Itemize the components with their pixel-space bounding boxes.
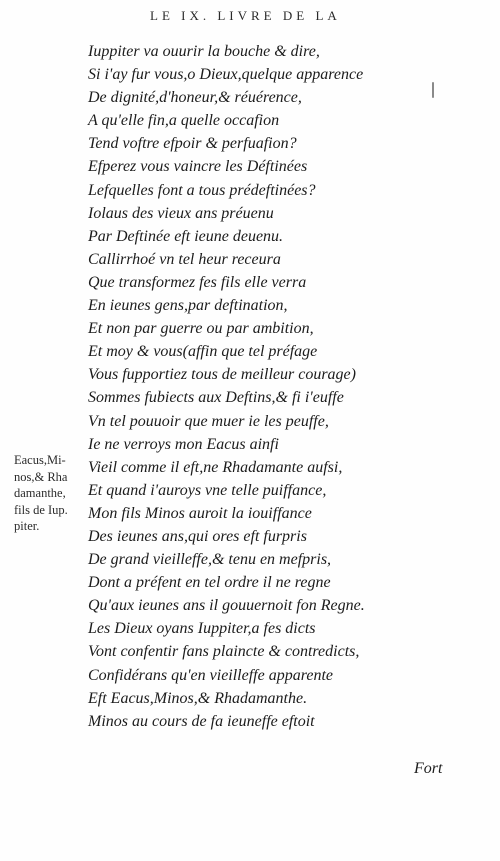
verse-line: Iuppiter va ouurir la bouche & dire,	[88, 43, 320, 60]
verse-line: Dont a préfent en tel ordre il ne regne	[88, 574, 331, 592]
verse-line: Iolaus des vieux ans préuenu	[88, 204, 274, 222]
verse-line: Si i'ay fur vous,o Dieux,quelque apparence	[88, 66, 364, 84]
verse-line: Vont confentir fans plaincte & contredicts,	[88, 643, 360, 661]
verse-line: De dignité,d'honeur,& réuérence,	[88, 89, 302, 107]
verse-line: En ieunes gens,par deftination,	[88, 297, 288, 315]
catchword: Fort	[414, 760, 443, 777]
verse-line: Confidérans qu'en vieilleffe apparente	[88, 666, 333, 684]
verse-block	[88, 40, 488, 733]
verse-line: Efperez vous vaincre les Déftinées	[88, 158, 308, 176]
verse-line: De grand vieilleffe,& tenu en mefpris,	[88, 551, 332, 569]
verse-line: Minos au cours de fa ieuneffe eftoit	[88, 712, 315, 730]
marginal-note-line: Eacus,Mi-	[14, 453, 66, 467]
verse-line: A qu'elle fin,a quelle occafion	[88, 112, 280, 130]
verse-line: Vn tel pouuoir que muer ie les peuffe,	[88, 412, 329, 430]
verse-line: Et quand i'auroys vne telle puiffance,	[88, 481, 327, 499]
verse-line: Eft Eacus,Minos,& Rhadamanthe.	[88, 689, 308, 707]
verse-line: Lefquelles font a tous prédeftinées?	[88, 181, 316, 199]
verse-line: Des ieunes ans,qui ores eft furpris	[88, 527, 307, 545]
verse-line: Par Deftinée eft ieune deuenu.	[88, 227, 284, 245]
marginal-note-line: nos,& Rha	[14, 469, 68, 484]
marginal-note-line: piter.	[14, 519, 40, 533]
running-head: LE IX. LIVRE DE LA	[150, 8, 341, 23]
verse-line: Ie ne verroys mon Eacus ainfi	[88, 435, 279, 453]
verse-line: Que transformez fes fils elle verra	[88, 273, 307, 291]
verse-line: Vieil comme il eft,ne Rhadamante aufsi,	[88, 458, 343, 476]
marginal-note-line: fils de Iup.	[14, 502, 68, 517]
verse-line: Les Dieux oyans Iuppiter,a fes dicts	[88, 620, 316, 638]
verse-line: Sommes fubiects aux Deftins,& fi i'euffe	[88, 389, 344, 407]
marginal-note	[14, 452, 94, 535]
verse-line: Callirrhoé vn tel heur receura	[88, 250, 281, 268]
verse-line: Qu'aux ieunes ans il gouuernoit fon Regne.	[88, 597, 365, 615]
verse-line: Et non par guerre ou par ambition,	[88, 320, 314, 338]
verse-line: Et moy & vous(affin que tel préfage	[88, 343, 318, 361]
verse-line: Mon fils Minos auroit la iouiffance	[88, 504, 312, 522]
verse-line: Vous fupportiez tous de meilleur courage)	[88, 366, 356, 384]
marginal-note-line: damanthe,	[14, 486, 66, 500]
verse-line: Tend voftre efpoir & perfuafion?	[88, 135, 297, 153]
